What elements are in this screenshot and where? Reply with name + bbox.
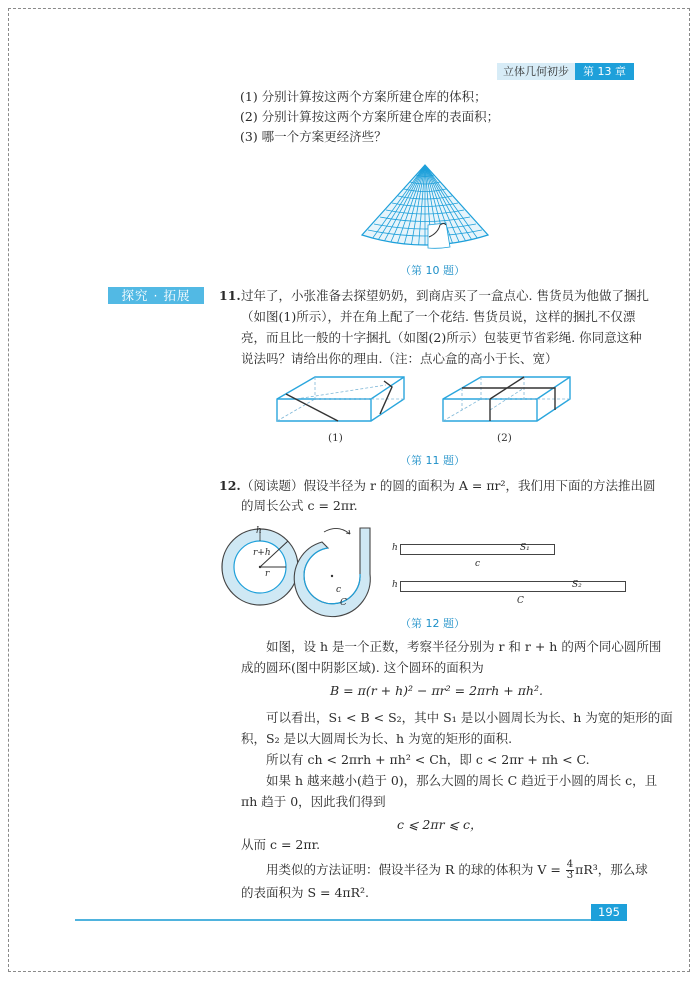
figure-sublabel-1: (1) (328, 432, 343, 444)
label-r: r (265, 569, 270, 579)
page-number: 195 (591, 904, 627, 921)
conclusion: 从而 c = 2πr. (241, 837, 321, 852)
q11-number (219, 287, 241, 305)
para4-line-1: 如果 h 越来越小(趋于 0)，那么大圆的周长 C 趋近于小圆的周长 c，且 (266, 773, 658, 788)
para5-text-b: πR³，那么球 (575, 862, 648, 877)
q12-line-1: （阅读题）假设半径为 r 的圆的面积为 A = πr²，我们用下面的方法推出圆 (241, 478, 656, 493)
q12-number (219, 477, 241, 495)
figure-sublabel-2: (2) (497, 432, 512, 444)
para4-line-2: πh 趋于 0，因此我们得到 (241, 794, 386, 809)
para3: 所以有 ch < 2πrh + πh² < Ch，即 c < 2πr + πh < C. (266, 752, 590, 767)
question-number: 11. (219, 288, 241, 303)
chapter-number: 第 13 章 (575, 63, 634, 80)
rectangle-s1 (400, 544, 555, 555)
q10-item-2: (2) 分别计算按这两个方案所建仓库的表面积； (240, 109, 500, 124)
unrolling-annulus-figure (308, 524, 388, 610)
formula-inequality: c ⩽ 2πr ⩽ c， (397, 817, 483, 832)
label-r-plus-h: r+h (253, 548, 271, 558)
formula-annulus-area: B = π(r + h)² − πr² = 2πrh + πh². (330, 683, 543, 698)
fraction-numerator: 4 (566, 859, 574, 870)
fraction-denominator: 3 (566, 870, 574, 881)
figure-caption-12: （第 12 题） (400, 617, 465, 630)
q10-item-1: (1) 分别计算按这两个方案所建仓库的体积； (240, 89, 487, 104)
box-diagonal-tie-figure (276, 375, 406, 425)
q11-line-1: 过年了，小张准备去探望奶奶，到商店买了一盒点心. 售货员为他做了捆扎 (241, 288, 649, 303)
chapter-header (497, 63, 634, 80)
q11-line-3: 亮，而且比一般的十字捆扎（如图(2)所示）包装更节省彩绳. 你同意这种 (241, 330, 642, 345)
rectangle-s2 (400, 581, 626, 592)
cone-warehouse-figure (360, 163, 490, 253)
para2-line-2: 积，S₂ 是以大圆周长为长、h 为宽的矩形的面积. (241, 731, 513, 746)
label-h: h (256, 526, 262, 536)
rect2-label-h: h (392, 580, 398, 590)
q11-line-4: 说法吗？请给出你的理由.（注：点心盒的高小于长、宽） (241, 351, 558, 366)
footer-rule (75, 919, 627, 921)
label-c-small: c (336, 585, 342, 595)
label-C-big: C (340, 598, 347, 608)
annulus-figure (220, 527, 300, 607)
rect1-label-c: c (475, 559, 481, 569)
para1-line-1: 如图，设 h 是一个正数，考察半径分别为 r 和 r + h 的两个同心圆所围 (266, 639, 662, 654)
fraction-four-thirds (566, 860, 574, 881)
rect1-label-h: h (392, 543, 398, 553)
section-badge-explore: 探究 · 拓展 (108, 287, 204, 304)
rect2-label-C: C (517, 596, 524, 606)
para2-line-1: 可以看出，S₁ < B < S₂，其中 S₁ 是以小圆周长为长、h 为宽的矩形的面 (266, 710, 673, 725)
rect2-label-s2: S₂ (572, 580, 582, 590)
figure-caption-11: （第 11 题） (400, 454, 465, 467)
para5-line-2: 的表面积为 S = 4πR². (241, 885, 370, 900)
rect1-label-s1: S₁ (520, 543, 530, 553)
q11-line-2: （如图(1)所示），并在角上配了一个花结. 售货员说，这样的捆扎不仅漂 (241, 309, 636, 324)
figure-caption-10: （第 10 题） (400, 264, 465, 277)
q12-line-2: 的周长公式 c = 2πr. (241, 498, 358, 513)
para5-text-a: 用类似的方法证明：假设半径为 R 的球的体积为 V = (266, 862, 561, 877)
question-number: 12. (219, 478, 241, 493)
para5-line-1 (266, 860, 648, 881)
chapter-name: 立体几何初步 (497, 63, 575, 80)
para1-line-2: 成的圆环(图中阴影区域). 这个圆环的面积为 (241, 660, 484, 675)
box-cross-tie-figure (442, 375, 572, 425)
q10-item-3: (3) 哪一个方案更经济些？ (240, 129, 387, 144)
